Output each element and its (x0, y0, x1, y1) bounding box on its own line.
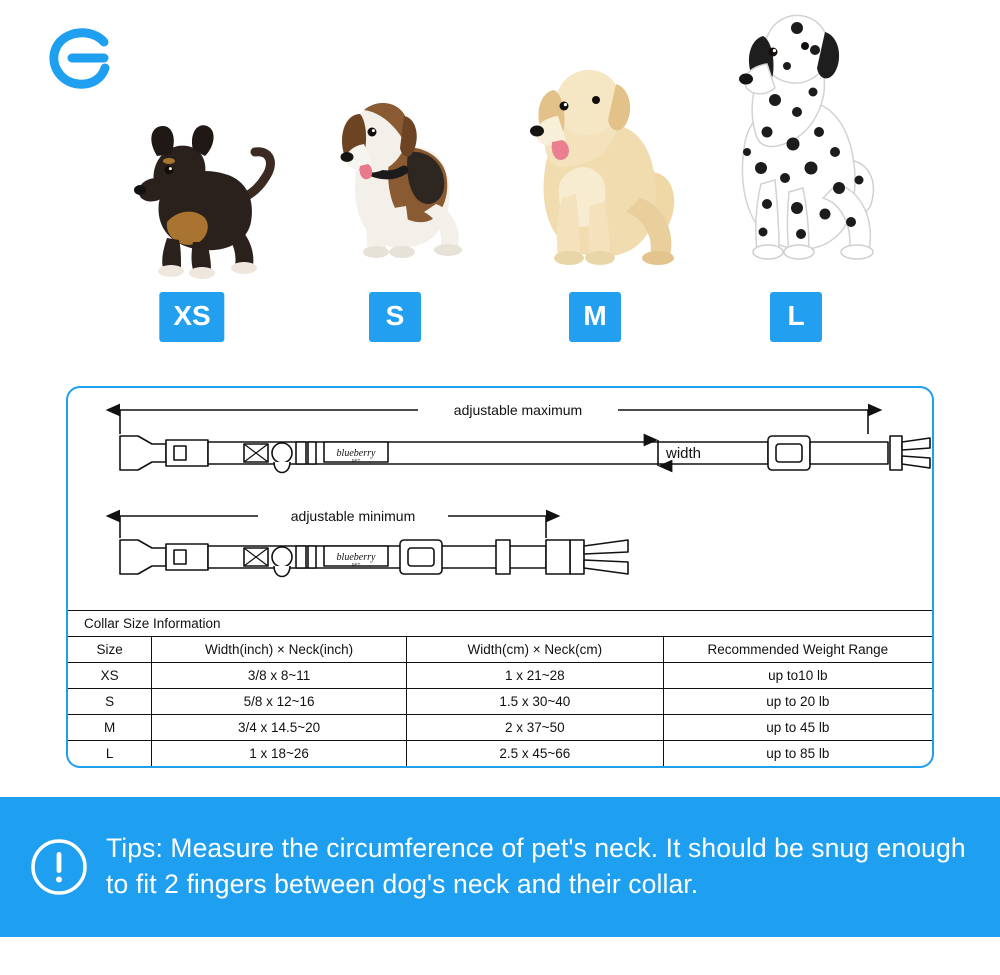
cell-size: S (68, 689, 152, 715)
table-row (68, 663, 932, 689)
size-badge-s: S (369, 292, 421, 342)
size-badge-l: L (770, 292, 822, 342)
exclamation-circle-icon (30, 838, 88, 896)
collar-size-panel (66, 386, 934, 768)
cell-inch: 5/8 x 12~16 (152, 689, 407, 715)
size-badge-m: M (569, 292, 621, 342)
dog-art-s (295, 52, 495, 282)
col-header-size: Size (68, 637, 152, 663)
table-header-row (68, 637, 932, 663)
cell-size: M (68, 715, 152, 741)
cell-cm: 2.5 x 45~66 (406, 741, 663, 767)
col-header-weight: Recommended Weight Range (663, 637, 932, 663)
tips-banner (0, 797, 1000, 937)
dog-art-l (696, 0, 896, 282)
cell-weight: up to 45 lb (663, 715, 932, 741)
size-table-wrap (68, 610, 932, 766)
adjustable-minimum-label: adjustable minimum (290, 508, 416, 524)
cell-weight: up to10 lb (663, 663, 932, 689)
dog-size-illustrations (120, 0, 1000, 350)
table-row (68, 741, 932, 767)
tips-text: Tips: Measure the circumference of pet's neck. It should be snug enough to fit 2 fingers between dog's neck and their collar. (106, 833, 966, 899)
collar-brand-text: blueberry (336, 448, 376, 459)
cell-weight: up to 85 lb (663, 741, 932, 767)
cell-size: L (68, 741, 152, 767)
dog-art-xs (92, 82, 292, 282)
cell-size: XS (68, 663, 152, 689)
cell-cm: 1 x 21~28 (406, 663, 663, 689)
dog-art-m (495, 22, 695, 282)
cell-weight: up to 20 lb (663, 689, 932, 715)
col-header-inch: Width(inch) × Neck(inch) (152, 637, 407, 663)
adjustable-maximum-label: adjustable maximum (453, 402, 583, 418)
collar-diagram (68, 388, 932, 598)
collar-brand-sub: PET (351, 458, 361, 464)
table-row (68, 715, 932, 741)
table-row (68, 689, 932, 715)
cell-inch: 1 x 18~26 (152, 741, 407, 767)
cell-cm: 1.5 x 30~40 (406, 689, 663, 715)
width-label: width (666, 445, 702, 462)
size-badge-xs: XS (159, 292, 224, 342)
collar-brand-sub-2: PET (351, 562, 361, 568)
collar-size-table (68, 610, 932, 766)
cell-cm: 2 x 37~50 (406, 715, 663, 741)
table-caption: Collar Size Information (68, 610, 932, 636)
cell-inch: 3/8 x 8~11 (152, 663, 407, 689)
col-header-cm: Width(cm) × Neck(cm) (406, 637, 663, 663)
cell-inch: 3/4 x 14.5~20 (152, 715, 407, 741)
collar-brand-text-2: blueberry (336, 552, 376, 563)
